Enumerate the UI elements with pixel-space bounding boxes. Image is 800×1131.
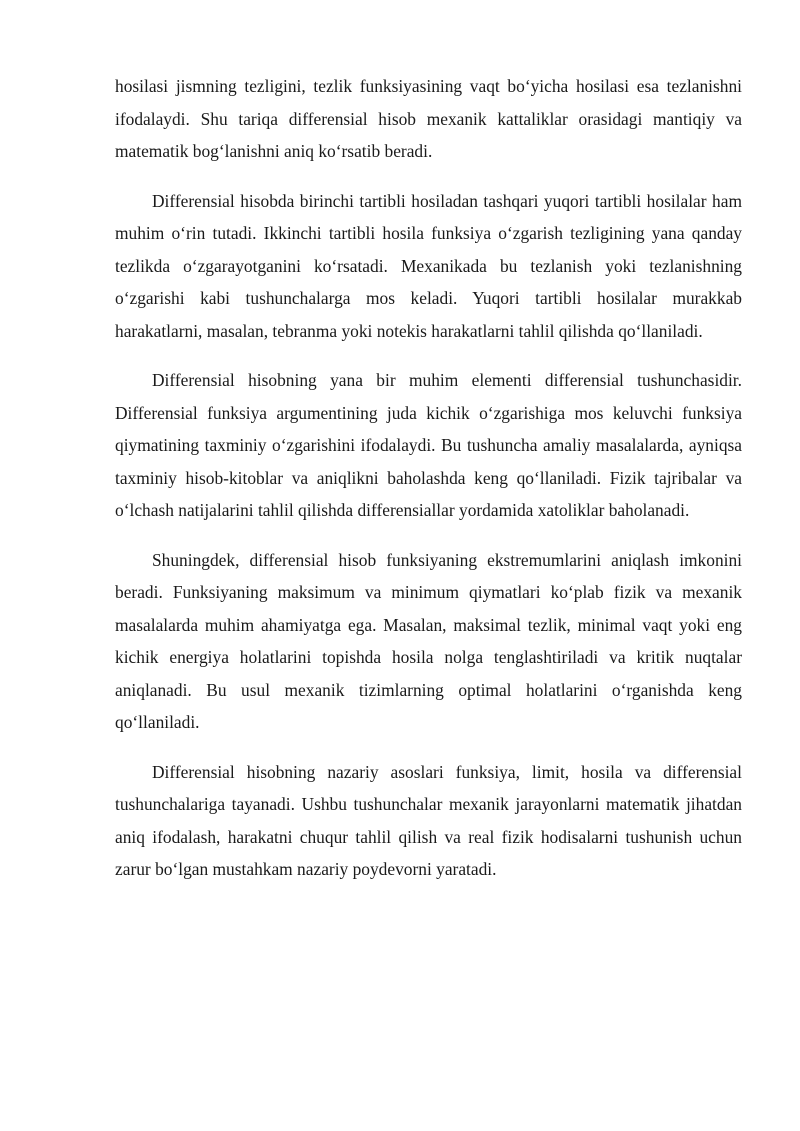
document-page [115,70,742,903]
paragraph-higher-order-derivatives: Differensial hisobda birinchi tartibli hosiladan tashqari yuqori tartibli hosilalar ham muhim oʻrin tutadi. Ikkinchi tartibli hosila funksiya oʻzgarish tezligining yana qanday tezlikda oʻzgarayotganini koʻrsatadi. Mexanikada bu tezlanish yoki tezlanishning oʻzgarishi kabi tushunchalarga mos keladi. Yuqori tartibli hosilalar murakkab harakatlarni, masalan, tebranma yoki notekis harakatlarni tahlil qilishda qoʻllaniladi. [115,190,742,341]
paragraph-continuation: hosilasi jismning tezligini, tezlik funksiyasining vaqt boʻyicha hosilasi esa tezlanishni ifodalaydi. Shu tariqa differensial hisob mexanik kattaliklar orasidagi mantiqiy va matematik bogʻlanishni aniq koʻrsatib beradi. [115,76,742,161]
paragraph-theoretical-foundations: Differensial hisobning nazariy asoslari funksiya, limit, hosila va differensial tushunchalariga tayanadi. Ushbu tushunchalar mexanik jarayonlarni matematik jihatdan aniq ifodalash, harakatni chuqur tahlil qilish va real fizik hodisalarni tushunish uchun zarur boʻlgan mustahkam nazariy poydevorni yaratadi. [115,761,742,879]
paragraph-differential-concept: Differensial hisobning yana bir muhim elementi differensial tushunchasidir. Differensial funksiya argumentining juda kichik oʻzgarishiga mos keluvchi funksiya qiymatining taxminiy oʻzgarishini ifodalaydi. Bu tushuncha amaliy masalalarda, ayniqsa taxminiy hisob-kitoblar va aniqlikni baholashda keng qoʻllaniladi. Fizik tajribalar va oʻlchash natijalarini tahlil qilishda differensiallar yordamida xatoliklar baholanadi. [115,370,742,520]
paragraph-extremum: Shuningdek, differensial hisob funksiyaning ekstremumlarini aniqlash imkonini beradi. Funksiyaning maksimum va minimum qiymatlari koʻplab fizik va mexanik masalalarda muhim ahamiyatga ega. Masalan, maksimal tezlik, minimal vaqt yoki eng kichik energiya holatlarini topishda hosila nolga tenglashtiriladi va kritik nuqtalar aniqlanadi. Bu usul mexanik tizimlarning optimal holatlarini oʻrganishda keng qoʻllaniladi. [115,549,742,732]
